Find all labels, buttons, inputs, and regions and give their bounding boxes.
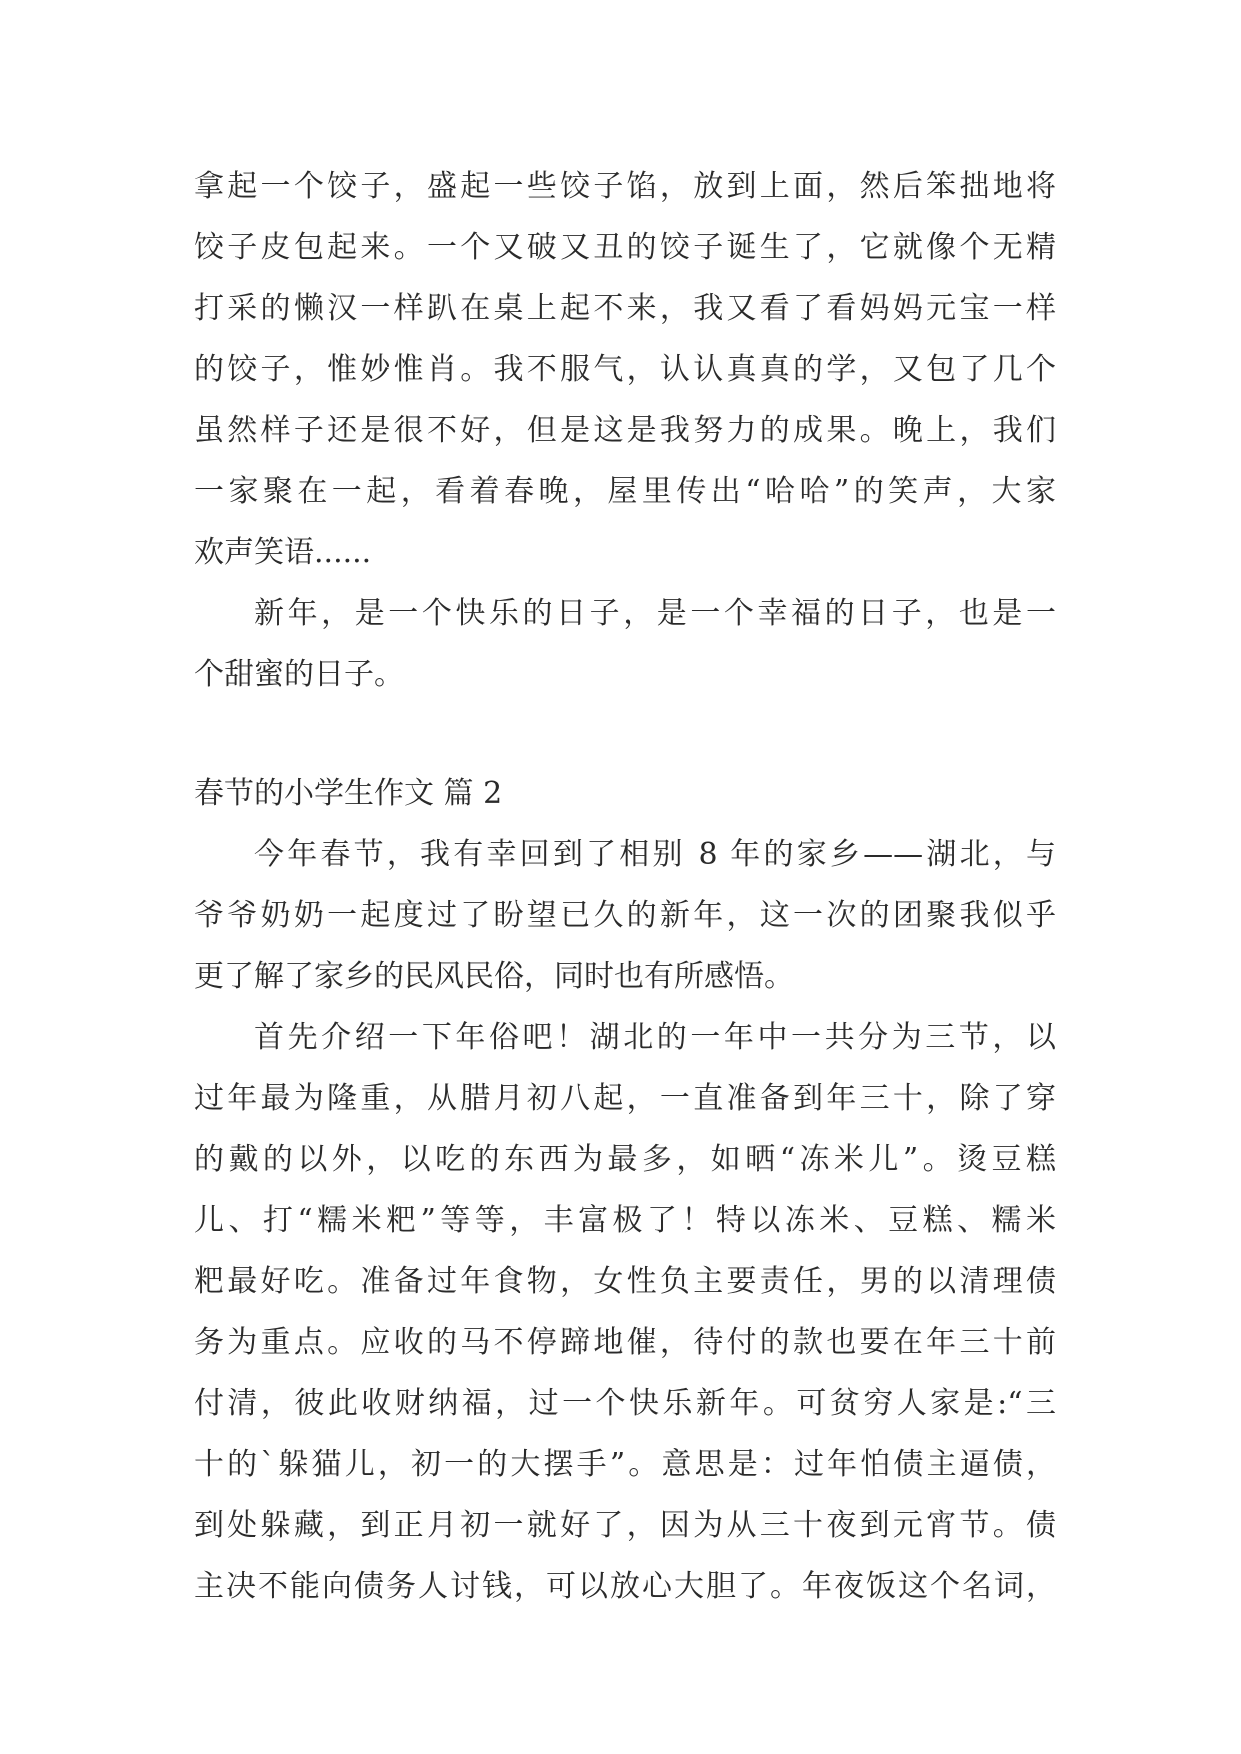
paragraph (194, 583, 1056, 705)
text-line: 过年最为隆重，从腊月初八起，一直准备到年三十，除了穿 (194, 1081, 1056, 1116)
text-line: 欢声笑语...... (194, 535, 372, 570)
text-line: 粑最好吃。准备过年食物，女性负主要责任，男的以清理债 (194, 1264, 1056, 1299)
text-line: 打采的懒汉一样趴在桌上起不来，我又看了看妈妈元宝一样 (194, 291, 1056, 326)
text-line: 今年春节，我有幸回到了相别 8 年的家乡——湖北，与 (254, 837, 1056, 872)
text-line: 拿起一个饺子，盛起一些饺子馅，放到上面，然后笨拙地将 (194, 169, 1056, 204)
document-body (194, 156, 1056, 1617)
text-line: 付清，彼此收财纳福，过一个快乐新年。可贫穷人家是:“三 (194, 1386, 1056, 1421)
text-line: 首先介绍一下年俗吧！湖北的一年中一共分为三节，以 (254, 1020, 1056, 1055)
text-line: 一家聚在一起，看着春晚，屋里传出“哈哈”的笑声，大家 (194, 474, 1056, 509)
text-line: 务为重点。应收的马不停蹄地催，待付的款也要在年三十前 (194, 1325, 1056, 1360)
text-line: 个甜蜜的日子。 (194, 657, 404, 692)
text-line: 主决不能向债务人讨钱，可以放心大胆了。年夜饭这个名词， (194, 1569, 1056, 1604)
section-spacer (194, 705, 1056, 763)
section-heading: 春节的小学生作文 篇 2 (194, 776, 503, 811)
paragraph (194, 1007, 1056, 1617)
text-line: 新年，是一个快乐的日子，是一个幸福的日子，也是一 (254, 596, 1056, 631)
paragraph (194, 824, 1056, 1007)
text-line: 十的`躲猫儿，初一的大摆手”。意思是：过年怕债主逼债， (194, 1447, 1056, 1482)
text-line: 爷爷奶奶一起度过了盼望已久的新年，这一次的团聚我似乎 (194, 898, 1056, 933)
text-line: 虽然样子还是很不好，但是这是我努力的成果。晚上，我们 (194, 413, 1056, 448)
text-line: 的饺子，惟妙惟肖。我不服气，认认真真的学，又包了几个 (194, 352, 1056, 387)
text-line: 儿、打“糯米粑”等等，丰富极了！特以冻米、豆糕、糯米 (194, 1203, 1056, 1238)
text-line: 到处躲藏，到正月初一就好了，因为从三十夜到元宵节。债 (194, 1508, 1056, 1543)
text-line: 更了解了家乡的民风民俗，同时也有所感悟。 (194, 959, 794, 994)
text-line: 的戴的以外，以吃的东西为最多，如晒“冻米儿”。烫豆糕 (194, 1142, 1056, 1177)
paragraph (194, 156, 1056, 583)
text-line: 饺子皮包起来。一个又破又丑的饺子诞生了，它就像个无精 (194, 230, 1056, 265)
